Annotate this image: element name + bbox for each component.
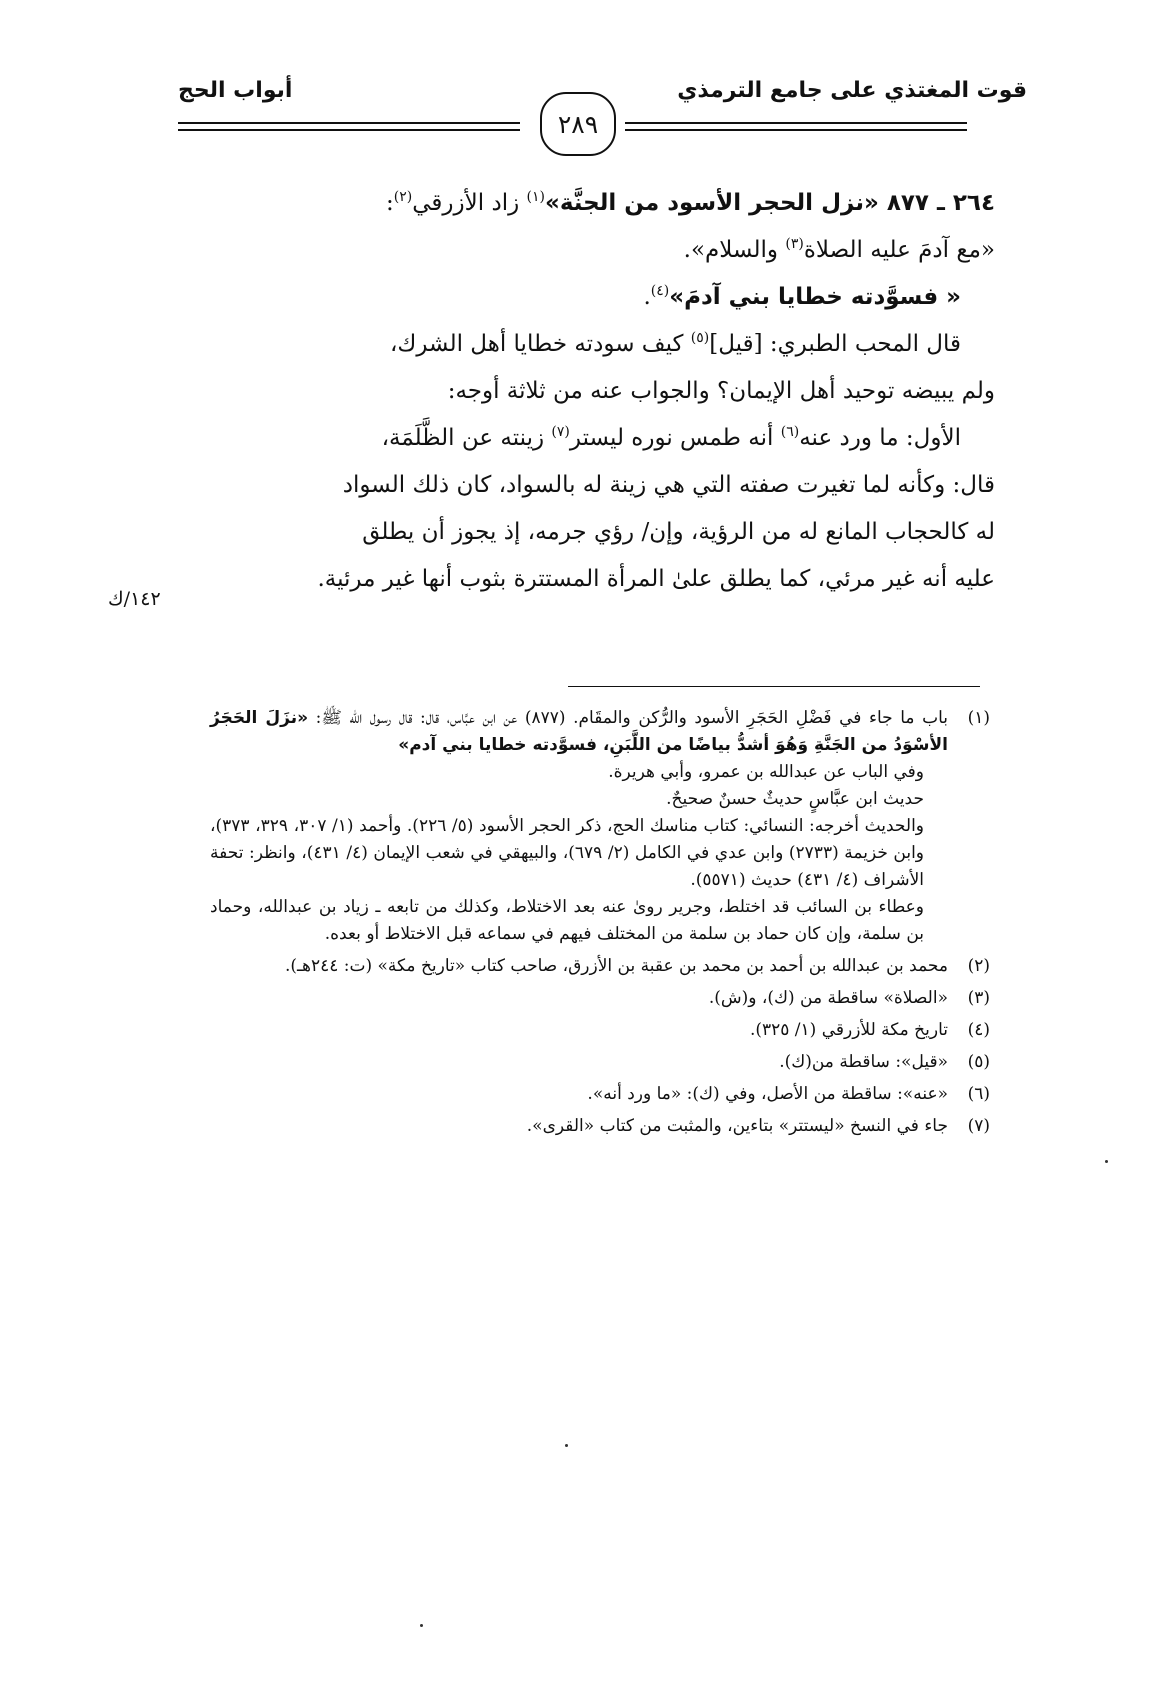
footnote-body: محمد بن عبدالله بن أحمد بن محمد بن عقبة بن الأزرق، صاحب كتاب «تاريخ مكة» (ت: ٢٤٤هـ). (284, 956, 948, 976)
main-text (185, 180, 995, 603)
footnote-1 (210, 705, 990, 948)
footnote-number: (٧) (967, 1116, 990, 1136)
footnote-ref: (٥) (690, 330, 710, 346)
text-line (185, 227, 995, 274)
header-double-rule-right (625, 122, 967, 131)
footnote-body: «قيل»: ساقطة من(ك). (779, 1052, 948, 1072)
footnote-separator (568, 686, 980, 687)
footnote-number: (١) (967, 708, 990, 728)
header-double-rule-left (178, 122, 520, 131)
running-header-section-title: أبواب الحج (178, 78, 293, 103)
text-span: الأول: ما ورد عنه (799, 425, 961, 451)
scan-speck (420, 1624, 423, 1627)
footnote-body: جاء في النسخ «ليستتر» بتاءين، والمثبت من كتاب «القرى». (526, 1116, 948, 1136)
text-line: عليه أنه غير مرئي، كما يطلق علىٰ المرأة المستترة بثوب أنها غير مرئية. (317, 566, 995, 592)
footnote-number: (٢) (967, 956, 990, 976)
footnote-ref: (٣) (785, 236, 804, 252)
text-span: زاد الأزرقي (412, 190, 527, 216)
text-line: قال: وكأنه لما تغيرت صفته التي هي زينة له بالسواد، كان ذلك السواد (342, 472, 995, 498)
hadith-number: ٢٦٤ ـ ٨٧٧ (878, 190, 995, 216)
footnote-ref: (٧) (551, 424, 570, 440)
text-span: أنه طمس نوره ليستر (569, 425, 781, 451)
footnote-paragraph (210, 705, 948, 759)
footnote-number: (٦) (967, 1084, 990, 1104)
footnote-body (210, 705, 948, 948)
footnote-paragraph: حديث ابن عبَّاسٍ حديثٌ حسنٌ صحيحٌ. (666, 789, 924, 809)
footnote-ref: (١) (526, 189, 545, 205)
text-span: كيف سودته خطايا أهل الشرك، (389, 331, 691, 357)
scan-speck (565, 1444, 568, 1447)
footnote-number: (٤) (967, 1020, 990, 1040)
footnote-4 (210, 1017, 990, 1044)
footnote-body: «الصلاة» ساقطة من (ك)، و(ش). (708, 988, 948, 1008)
text-span: . (643, 284, 651, 310)
text-line: له كالحجاب المانع له من الرؤية، وإن/ رؤي جرمه، إذ يجوز أن يطلق (362, 519, 995, 545)
hadith-heading-line (185, 180, 995, 227)
footnote-7 (210, 1113, 990, 1140)
footnote-number: (٥) (967, 1052, 990, 1072)
text-line (185, 415, 995, 462)
text-span: والسلام». (683, 237, 786, 263)
manuscript-margin-note: ١٤٢/ك (108, 588, 161, 610)
footnote-5 (210, 1049, 990, 1076)
footnotes (210, 705, 990, 1145)
running-header-book-title: قوت المغتذي على جامع الترمذي (677, 78, 1027, 103)
hadith-quote-line (185, 274, 995, 321)
footnote-ref: (٢) (393, 189, 413, 205)
text-span: قال المحب الطبري: [قيل] (709, 331, 961, 357)
text-line (185, 321, 995, 368)
footnote-3 (210, 985, 990, 1012)
text-span: باب ما جاء في فَضْلِ الحَجَرِ الأسود والرُّكن والمقَام. (٨٧٧) عن ابن عبَّاس، قال: قال رسول الله ﷺ: (308, 708, 949, 728)
text-span: : (386, 190, 394, 216)
footnote-body: تاريخ مكة للأزرقي (١/ ٣٢٥). (749, 1020, 948, 1040)
page-number: ٢٨٩ (540, 92, 616, 156)
footnote-number: (٣) (967, 988, 990, 1008)
hadith-text: «نزل الحجر الأسود من الجنَّة» (544, 190, 879, 216)
text-span: «مع آدمَ عليه الصلاة (803, 237, 995, 263)
footnote-ref: (٦) (780, 424, 800, 440)
footnote-ref: (٤) (650, 283, 670, 299)
footnote-paragraph: وعطاء بن السائب قد اختلط، وجرير روىٰ عنه بعد الاختلاط، وكذلك من تابعه ـ زياد بن عبدالله، وحماد بن سلمة، وإن كان حماد بن سلمة من المختلف فيهم في سماعه قبل الاختلاط أو بعده. (210, 897, 924, 944)
hadith-text: « فسوَّدته خطايا بني آدمَ» (669, 284, 961, 310)
hadith-text: «نزَلَ الحَجَرُ الأسْوَدُ من الجَنَّةِ وَهُوَ أشدُّ بياضًا من اللَّبَنِ، فسوَّدته خطايا بني آدم» (210, 708, 948, 755)
scan-speck (1105, 1160, 1108, 1163)
text-span: زينته عن الظَّلَمَة، (381, 425, 552, 451)
footnote-6 (210, 1081, 990, 1108)
footnote-2 (210, 953, 990, 980)
footnote-paragraph: وفي الباب عن عبدالله بن عمرو، وأبي هريرة. (608, 762, 924, 782)
footnote-body: «عنه»: ساقطة من الأصل، وفي (ك): «ما ورد أنه». (587, 1084, 948, 1104)
footnote-paragraph: والحديث أخرجه: النسائي: كتاب مناسك الحج، ذكر الحجر الأسود (٥/ ٢٢٦). وأحمد (١/ ٣٠٧، ٣٢٩، ٣٧٣)، وابن خزيمة (٢٧٣٣) وابن عدي في الكامل (٢/ ٦٧٩)، والبيهقي في شعب الإيمان (٤/ ٤٣١)، وانظر: تحفة الأشراف (٤/ ٤٣١) حديث (٥٥٧١). (210, 816, 925, 890)
text-line: ولم يبيضه توحيد أهل الإيمان؟ والجواب عنه من ثلاثة أوجه: (447, 378, 995, 404)
